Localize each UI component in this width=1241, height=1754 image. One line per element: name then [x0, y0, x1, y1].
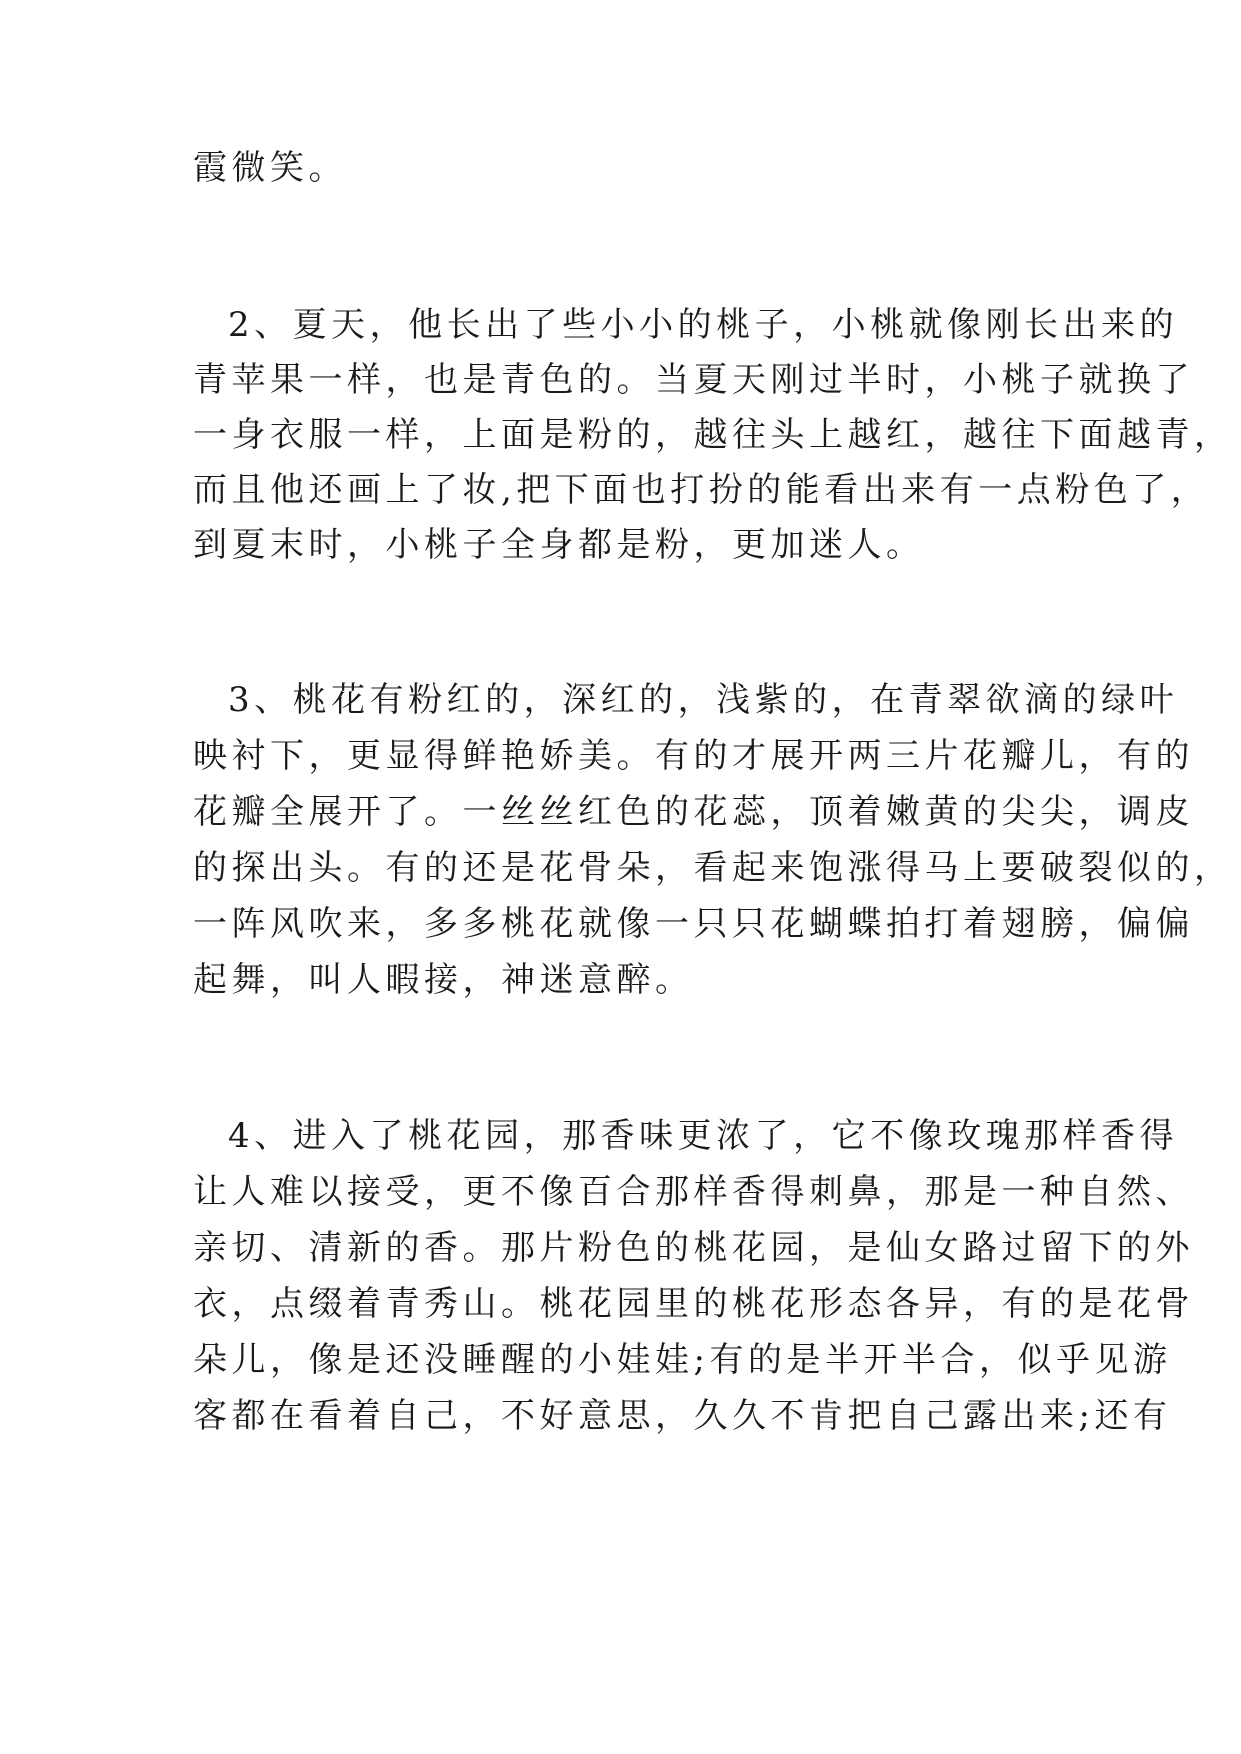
paragraph-2-line-1: 2、夏天，他长出了些小小的桃子，小桃就像刚长出来的 [228, 305, 1179, 345]
paragraph-2-line-5: 到夏末时，小桃子全身都是粉，更加迷人。 [193, 525, 925, 565]
paragraph-4-line-2: 让人难以接受，更不像百合那样香得刺鼻，那是一种自然、 [193, 1172, 1194, 1212]
paragraph-3-line-6: 起舞，叫人暇接，神迷意醉。 [193, 960, 694, 1000]
paragraph-4-line-4: 衣，点缀着青秀山。桃花园里的桃花形态各异，有的是花骨 [193, 1284, 1194, 1324]
paragraph-3-line-3: 花瓣全展开了。一丝丝红色的花蕊，顶着嫩黄的尖尖，调皮 [193, 792, 1194, 832]
paragraph-4-line-3: 亲切、清新的香。那片粉色的桃花园，是仙女路过留下的外 [193, 1228, 1194, 1268]
paragraph-3-line-1: 3、桃花有粉红的，深红的，浅紫的，在青翠欲滴的绿叶 [228, 680, 1179, 720]
paragraph-2-line-2: 青苹果一样，也是青色的。当夏天刚过半时，小桃子就换了 [193, 360, 1194, 400]
paragraph-3-line-4: 的探出头。有的还是花骨朵，看起来饱涨得马上要破裂似的， [193, 848, 1233, 888]
paragraph-2-line-4: 而且他还画上了妆,把下面也打扮的能看出来有一点粉色了， [193, 470, 1210, 510]
paragraph-4-line-5: 朵儿，像是还没睡醒的小娃娃;有的是半开半合，似乎见游 [193, 1340, 1172, 1380]
paragraph-4-line-6: 客都在看着自己，不好意思，久久不肯把自己露出来;还有 [193, 1396, 1172, 1436]
paragraph-3-line-2: 映衬下，更显得鲜艳娇美。有的才展开两三片花瓣儿，有的 [193, 736, 1194, 776]
paragraph-4-line-1: 4、进入了桃花园，那香味更浓了，它不像玫瑰那样香得 [228, 1116, 1179, 1156]
paragraph-2-line-3: 一身衣服一样，上面是粉的，越往头上越红，越往下面越青， [193, 415, 1233, 455]
continuation-line: 霞微笑。 [193, 148, 347, 188]
paragraph-3-line-5: 一阵风吹来，多多桃花就像一只只花蝴蝶拍打着翅膀，偏偏 [193, 904, 1194, 944]
